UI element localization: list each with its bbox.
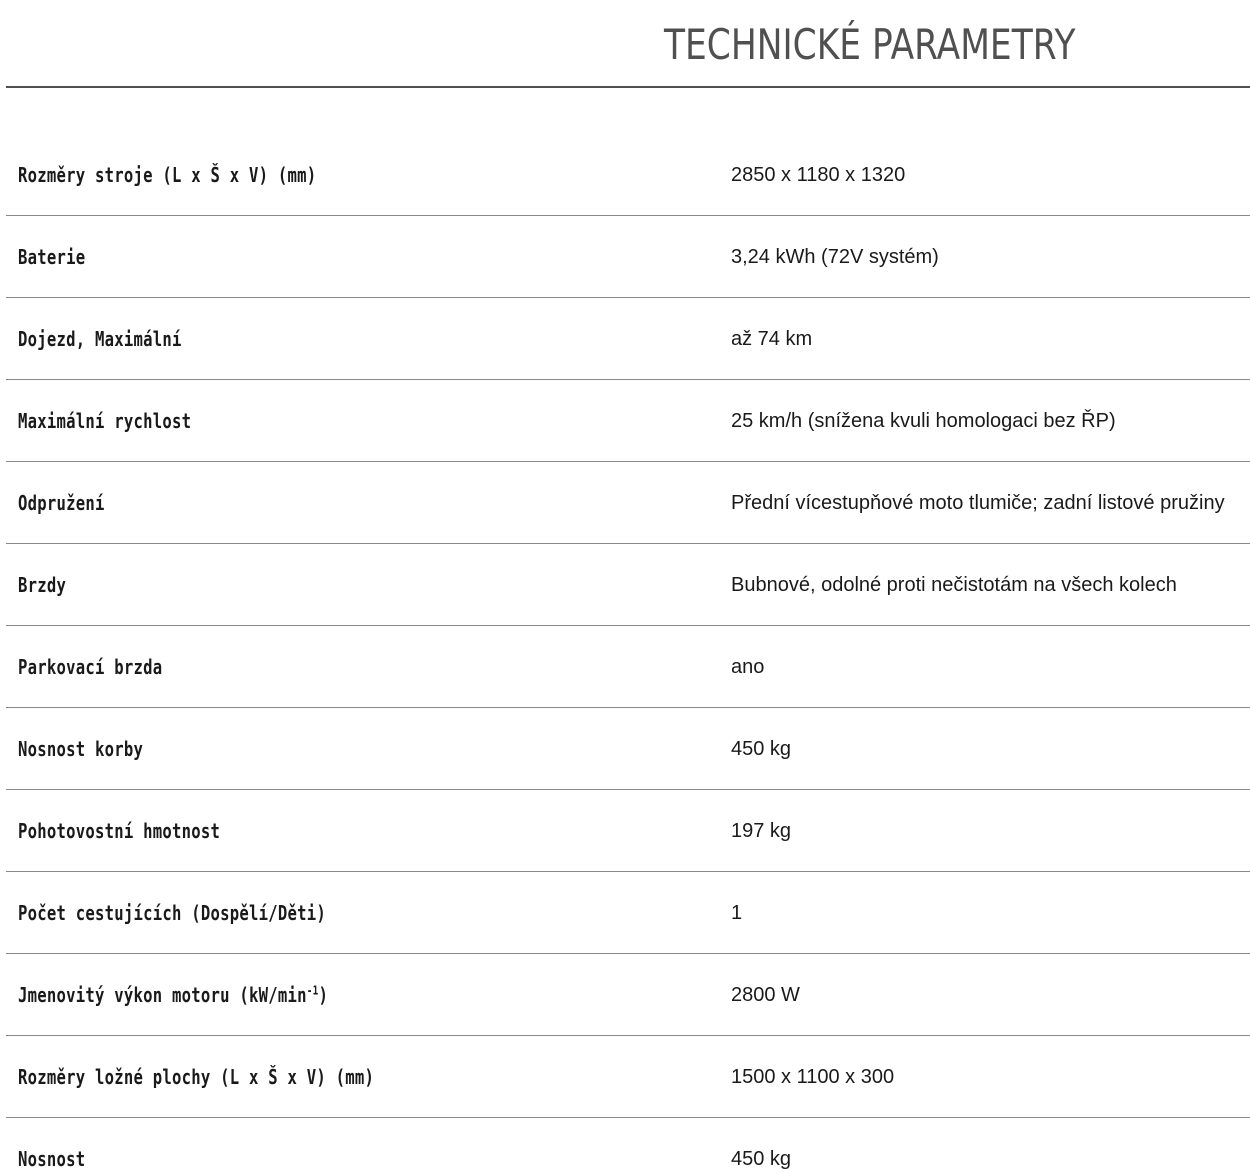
spec-value: 25 km/h (snížena kvuli homologaci bez ŘP) — [731, 410, 1116, 432]
spec-value: 450 kg — [731, 1148, 792, 1170]
spec-label-motor-power — [18, 980, 328, 1010]
spec-row — [6, 954, 1250, 1036]
spec-label: Rozměry ložné plochy (L x Š x V) (mm) — [18, 1065, 375, 1089]
spec-row — [6, 298, 1250, 380]
page-header — [0, 0, 1250, 90]
spec-row — [6, 134, 1250, 216]
spec-label: Brzdy — [18, 573, 67, 597]
spec-label: Baterie — [18, 245, 86, 269]
spec-value: až 74 km — [731, 328, 813, 350]
header-divider — [6, 86, 1250, 88]
spec-value: Přední vícestupňové moto tlumiče; zadní listové pružiny — [731, 492, 1225, 514]
spec-row — [6, 1036, 1250, 1118]
spec-label: Nosnost — [18, 1147, 86, 1171]
spec-table — [6, 134, 1250, 1173]
spec-row — [6, 462, 1250, 544]
spec-label: Dojezd, Maximální — [18, 327, 182, 351]
spec-row — [6, 1118, 1250, 1173]
spec-row — [6, 872, 1250, 954]
spec-row — [6, 790, 1250, 872]
spec-value: 2800 W — [731, 984, 800, 1006]
spec-label-superscript: -1 — [306, 983, 319, 998]
spec-value: 1 — [731, 902, 743, 924]
spec-label-text: Jmenovitý výkon motoru (kW/min — [18, 983, 307, 1007]
spec-label: Rozměry stroje (L x Š x V) (mm) — [18, 163, 317, 187]
spec-label: Počet cestujících (Dospělí/Děti) — [18, 901, 327, 925]
spec-row — [6, 216, 1250, 298]
spec-value: 197 kg — [731, 820, 792, 842]
page-title: TECHNICKÉ PARAMETRY — [664, 20, 1076, 69]
spec-row — [6, 708, 1250, 790]
spec-value: 3,24 kWh (72V systém) — [731, 246, 939, 268]
spec-row — [6, 380, 1250, 462]
spec-label: Maximální rychlost — [18, 409, 192, 433]
spec-value: 2850 x 1180 x 1320 — [731, 164, 906, 186]
spec-value: 450 kg — [731, 738, 792, 760]
spec-label-suffix: ) — [318, 983, 329, 1007]
spec-label: Parkovací brzda — [18, 655, 163, 679]
spec-row — [6, 544, 1250, 626]
spec-value: ano — [731, 656, 765, 678]
spec-value: 1500 x 1100 x 300 — [731, 1066, 895, 1088]
spec-value: Bubnové, odolné proti nečistotám na všech kolech — [731, 574, 1177, 596]
spec-label: Nosnost korby — [18, 737, 144, 761]
spec-row — [6, 626, 1250, 708]
spec-label: Pohotovostní hmotnost — [18, 819, 221, 843]
spec-label: Odpružení — [18, 491, 105, 515]
